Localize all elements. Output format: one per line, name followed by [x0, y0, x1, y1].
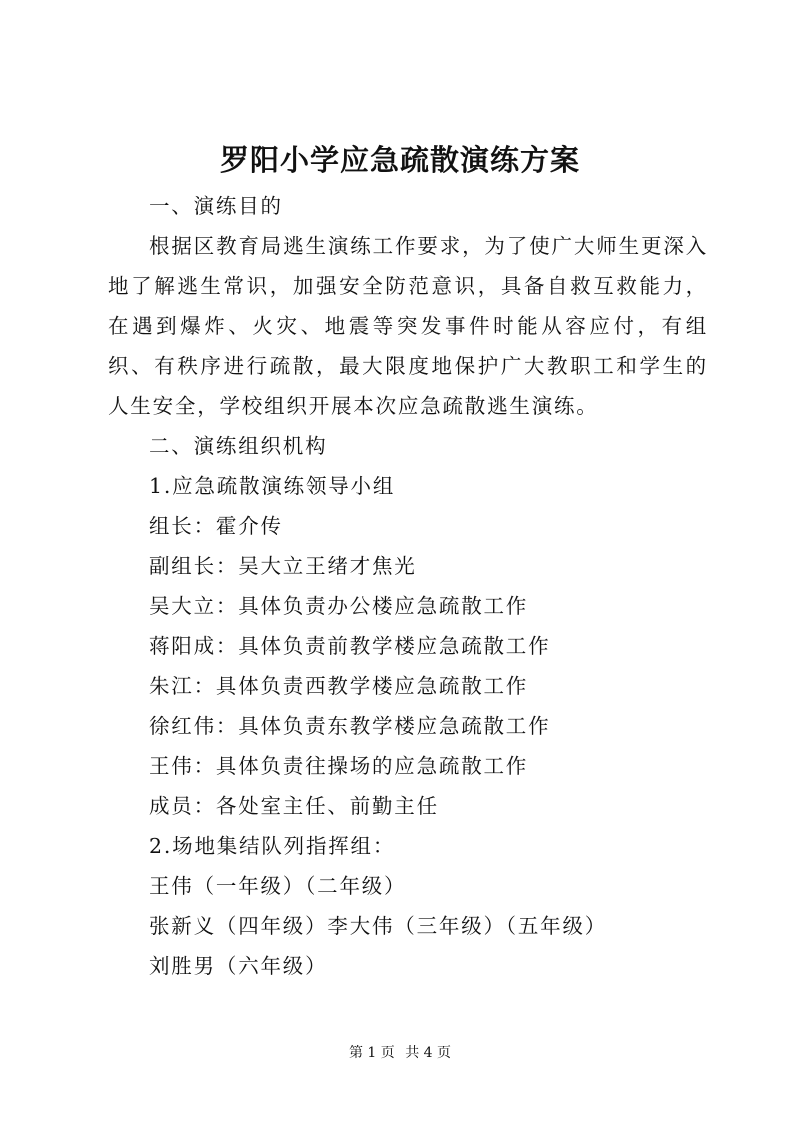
duty-line: 王伟：具体负责往操场的应急疏散工作 — [149, 754, 529, 778]
duty-line: 朱江：具体负责西教学楼应急疏散工作 — [149, 674, 529, 698]
members-line: 成员：各处室主任、前勤主任 — [149, 794, 439, 818]
grade-assignment-line: 刘胜男（六年级） — [149, 954, 328, 978]
subsection-assembly-group: 2.场地集结队列指挥组： — [149, 834, 396, 858]
purpose-paragraph: 根据区教育局逃生演练工作要求，为了使广大师生更深入地了解逃生常识，加强安全防范意识，具备自救互救能力，在遇到爆炸、火灾、地震等突发事件时能从容应付，有组织、有秩序进行疏散，最大限度地保护广大教职工和学生的人生安全，学校组织开展本次应急疏散逃生演练。 — [108, 234, 708, 418]
document-title: 罗阳小学应急疏散演练方案 — [219, 143, 580, 177]
duty-line: 蒋阳成：具体负责前教学楼应急疏散工作 — [149, 634, 551, 658]
deputy-leader-line: 副组长：吴大立王绪才焦光 — [149, 554, 417, 578]
section-heading-purpose: 一、演练目的 — [149, 194, 283, 218]
group-leader-line: 组长：霍介传 — [149, 514, 283, 538]
section-heading-organization: 二、演练组织机构 — [149, 434, 328, 458]
subsection-leadership-group: 1.应急疏散演练领导小组 — [149, 474, 396, 498]
page-footer — [0, 1043, 800, 1063]
page-number: 第 1 页 — [348, 1045, 395, 1061]
duty-line: 徐红伟：具体负责东教学楼应急疏散工作 — [149, 714, 551, 738]
grade-assignment-line: 张新义（四年级）李大伟（三年级）（五年级） — [149, 914, 608, 938]
page-total: 共 4 页 — [405, 1045, 452, 1061]
document-body — [108, 186, 708, 986]
grade-assignment-line: 王伟（一年级）（二年级） — [149, 874, 407, 898]
duty-line: 吴大立：具体负责办公楼应急疏散工作 — [149, 594, 529, 618]
